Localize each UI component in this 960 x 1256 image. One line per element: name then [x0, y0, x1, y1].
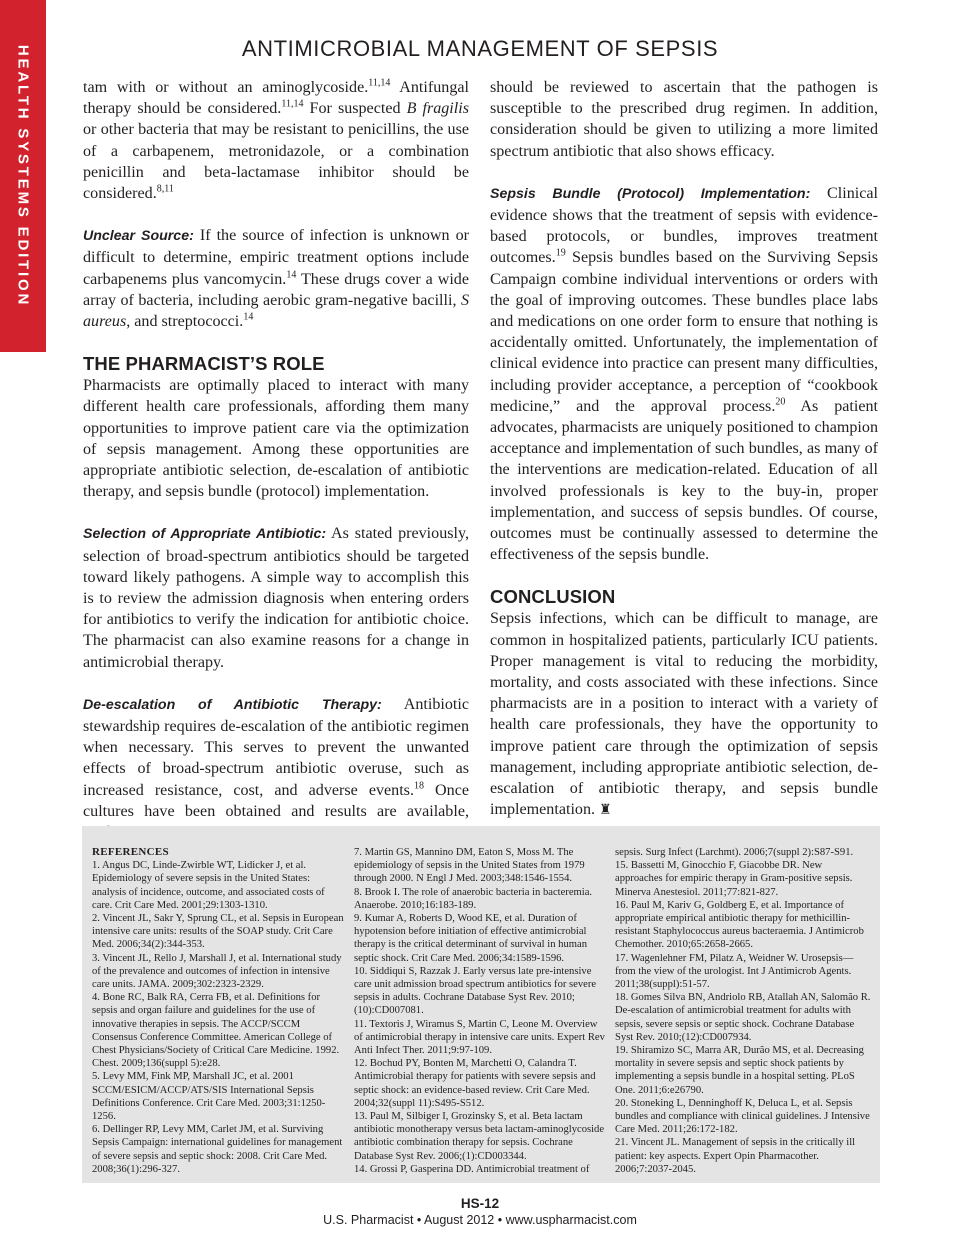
paragraph-deescalation: De-escalation of Antibiotic Therapy: Antibiotic stewardship requires de-escalation of the antibiotic regimen when necessary. This serves to prevent the unwanted effects of broad-spectrum antibiotic overuse, such as increased resistance, cost, and adverse events.$^{18}$ Once cultures have been obtained and results are available, [83, 695, 469, 820]
paragraph-continued: should be reviewed to ascertain that the pathogen is susceptible to the prescribed drug regimen. In addition, consideration should be given to utilizing a more limited spectrum antibiotic that also shows efficacy. [490, 79, 878, 160]
publication-footer: U.S. Pharmacist • August 2012 • www.uspharmacist.com [323, 1213, 637, 1227]
reference-item: 14. Grossi P, Gasperina DD. Antimicrobial treatment of [354, 1163, 590, 1175]
sidebar-label: HEALTH SYSTEMS EDITION [14, 44, 32, 308]
reference-item: 12. Bochud PY, Bonten M, Marchetti O, Calandra T. Antimicrobial therapy for patients with severe sepsis and septic shock: an evidence-based review. Crit Care Med. 2004;32(suppl 11):S495-S512. [354, 1058, 596, 1109]
left-column [83, 77, 469, 843]
runin-heading-selection: Selection of Appropriate Antibiotic: [83, 526, 327, 543]
references-column-3 [615, 846, 871, 1176]
reference-item: sepsis. Surg Infect (Larchmt). 2006;7(suppl 2):S87-S91. [615, 847, 854, 858]
running-header [0, 36, 960, 62]
reference-item: 4. Bone RC, Balk RA, Cerra FB, et al. Definitions for sepsis and organ failure and guidelines for the use of innovative therapies in sepsis. The ACCP/SCCM Consensus Conference Committee. American College of Chest Physicians/Society of Critical Care Medicine. 1992. Chest. 2009;136(suppl 5):e28. [92, 992, 340, 1070]
runin-heading-deescalation: De-escalation of Antibiotic Therapy: [83, 696, 382, 713]
end-mark-icon: ♜ [599, 803, 612, 819]
section-heading-conclusion: CONCLUSION [490, 586, 616, 608]
reference-item: 7. Martin GS, Mannino DM, Eaton S, Moss M. The epidemiology of sepsis in the United States from 1979 through 2000. N Engl J Med. 2003;348:1546-1554. [354, 847, 585, 885]
running-header-title: ANTIMICROBIAL MANAGEMENT OF SEPSIS [241, 36, 719, 61]
runin-heading-unclear-source: Unclear Source: [83, 228, 194, 245]
reference-item: 2. Vincent JL, Sakr Y, Sprung CL, et al. Sepsis in European intensive care units: results of the SOAP study. Crit Care Med. 2006;34(2):344-353. [92, 913, 344, 951]
reference-item: 13. Paul M, Silbiger I, Grozinsky S, et al. Beta lactam antibiotic monotherapy versus beta lactam-aminoglycoside antibiotic combination therapy for sepsis. Cochrane Database Syst Rev. 2006;(1):CD003344. [354, 1111, 605, 1162]
paragraph-selection: Selection of Appropriate Antibiotic: As stated previously, selection of broad-spectrum antibiotics should be targeted toward likely pathogens. A simple way to accomplish this is to review the admission diagnosis when entering orders for antibiotics to verify the indication for antibiotic choice. The pharmacist can also examine reasons for a change in antimicrobial therapy. [83, 525, 469, 671]
paragraph-unclear-source: Unclear Source: If the source of infection is unknown or difficult to determine, empiric treatment options include carbapenems plus vancomycin.$^{14}$ These drugs cover a wide array of bacteria, including aerobic gram-negative bacilli, S aureus, and streptococci.$^{14}$ [83, 227, 469, 331]
references-box [82, 826, 880, 1183]
references-column-2 [354, 846, 608, 1176]
reference-item: 3. Vincent JL, Rello J, Marshall J, et al. International study of the prevalence and outcomes of infection in intensive care units. JAMA. 2009;302:2323-2329. [92, 952, 342, 991]
reference-item: 10. Siddiqui S, Razzak J. Early versus late pre-intensive care unit admission broad spectrum antibiotics for severe sepsis in adults. Cochrane Database Syst Rev. 2010;(10):CD007081. [354, 965, 597, 1017]
reference-item: 5. Levy MM, Fink MP, Marshall JC, et al. 2001 SCCM/ESICM/ACCP/ATS/SIS International Sepsis Definitions Conference. Crit Care Med. 2003;31:1250-1256. [92, 1071, 326, 1123]
reference-item: 15. Bassetti M, Ginocchio F, Giacobbe DR. New approaches for empiric therapy in Gram-positive sepsis. Minerva Anestesiol. 2011;77:821-827. [615, 860, 853, 898]
reference-item: 6. Dellinger RP, Levy MM, Carlet JM, et al. Surviving Sepsis Campaign: international guidelines for management of severe sepsis and septic shock: 2008. Crit Care Med. 2008;36(1):296-327. [92, 1124, 343, 1175]
paragraph-sepsis-bundle: Sepsis Bundle (Protocol) Implementation: Clinical evidence shows that the treatment of sepsis with evidence-based protocols, or bundles, improves treatment outcomes.$^{19}$ Sepsis bundles based on the Surviving Sepsis Campaign combine individual interventions or orders with the goal of improving outcomes. These bundles place labs and medications on one order form to ensure that nothing is accidentally omitted. Unfortunately, the implementation of clinical evidence into practice can present many difficulties, including provider acceptance, a perception of “cookbook medicine,” and the approval process.$^{20}$ As patient advocates, pharmacists are uniquely positioned to champion acceptance and implementation of such bundles, as many of the interventions are medication-related. Education of all involved professionals is key to the buy-in, proper implementation, and success of sepsis bundles. Of course, outcomes must be continually assessed to determine the effectiveness of the sepsis bundle. [490, 184, 878, 564]
paragraph-conclusion: Sepsis infections, which can be difficult to manage, are common in hospitalized patients, particularly ICU patients. Proper management is vital to reducing the morbidity, mortality, and costs associated with these infections. Since pharmacists are in a position to interact with a variety of health care professionals, they have the opportunity to improve patient care through the optimization of sepsis management, including appropriate antibiotic selection, de-escalation of antibiotic therapy, and sepsis bundle implementation. ♜ [490, 610, 878, 819]
reference-item: 16. Paul M, Kariv G, Goldberg E, et al. Importance of appropriate empirical antibiotic therapy for methicillin-resistant Staphylococcus aureus bacteraemia. J Antimicrob Chemother. 2010;65:2658-2665. [615, 899, 864, 951]
paragraph-continuation: tam with or without an aminoglycoside.$^{11,14}$ Antifungal therapy should be considered.$^{11,14}$ For suspected B fragilis or other bacteria that may be resistant to penicillins, the use of a carbapenem, metronidazole, or a combination penicillin and beta-lactamase inhibitor should be considered.$^{8,11}$ [83, 77, 469, 203]
sidebar [0, 0, 52, 1256]
reference-item: 17. Wagenlehner FM, Pilatz A, Weidner W. Urosepsis—from the view of the urologist. Int J Antimicrob Agents. 2011;38(suppl):51-57. [615, 952, 854, 991]
reference-item: 18. Gomes Silva BN, Andriolo RB, Atallah AN, Salomão R. De-escalation of antimicrobial treatment for adults with sepsis, severe sepsis or septic shock. Cochrane Database Syst Rev. 2010;(12):CD007934. [615, 992, 871, 1043]
references-column-1 [92, 846, 346, 1176]
page-number: HS-12 [460, 1196, 500, 1211]
reference-item: 11. Textoris J, Wiramus S, Martin C, Leone M. Overview of antimicrobial therapy in intensive care units. Expert Rev Anti Infect Ther. 2011;9:97-109. [354, 1018, 605, 1057]
right-column [490, 77, 878, 822]
reference-item: 9. Kumar A, Roberts D, Wood KE, et al. Duration of hypotension before initiation of effective antimicrobial therapy is the critical determinant of survival in human septic shock. Crit Care Med. 2006;34:1589-1596. [354, 913, 587, 964]
reference-item: 19. Shiramizo SC, Marra AR, Durão MS, et al. Decreasing mortality in severe sepsis and septic shock patients by implementing a sepsis bundle in a hospital setting. PLoS One. 2011;6:e26790. [615, 1045, 864, 1096]
runin-heading-sepsis-bundle: Sepsis Bundle (Protocol) Implementation: [490, 185, 811, 202]
section-heading-pharmacists-role: THE PHARMACIST’S ROLE [83, 353, 325, 375]
reference-item: 8. Brook I. The role of anaerobic bacteria in bacteremia. Anaerobe. 2010;16:183-189. [354, 886, 593, 911]
paragraph-pharmacists-role: Pharmacists are optimally placed to interact with many different health care professionals, affording them many opportunities to improve patient care via the optimization of sepsis management. Among these opportunities are appropriate antibiotic selection, de-escalation of antibiotic therapy, and sepsis bundle (protocol) implementation. [83, 377, 469, 501]
reference-item: 20. Stoneking L, Denninghoff K, Deluca L, et al. Sepsis bundles and compliance with clinical guidelines. J Intensive Care Med. 2011;26:172-182. [615, 1097, 870, 1136]
references-heading: REFERENCES [92, 846, 169, 858]
reference-item: 1. Angus DC, Linde-Zwirble WT, Lidicker J, et al. Epidemiology of severe sepsis in the United States: analysis of incidence, outcome, and associated costs of care. Crit Care Med. 2001;29:1303-1310. [92, 860, 325, 911]
reference-item: 21. Vincent JL. Management of sepsis in the critically ill patient: key aspects. Expert Opin Pharmacother. 2006;7:2037-2045. [615, 1137, 856, 1175]
